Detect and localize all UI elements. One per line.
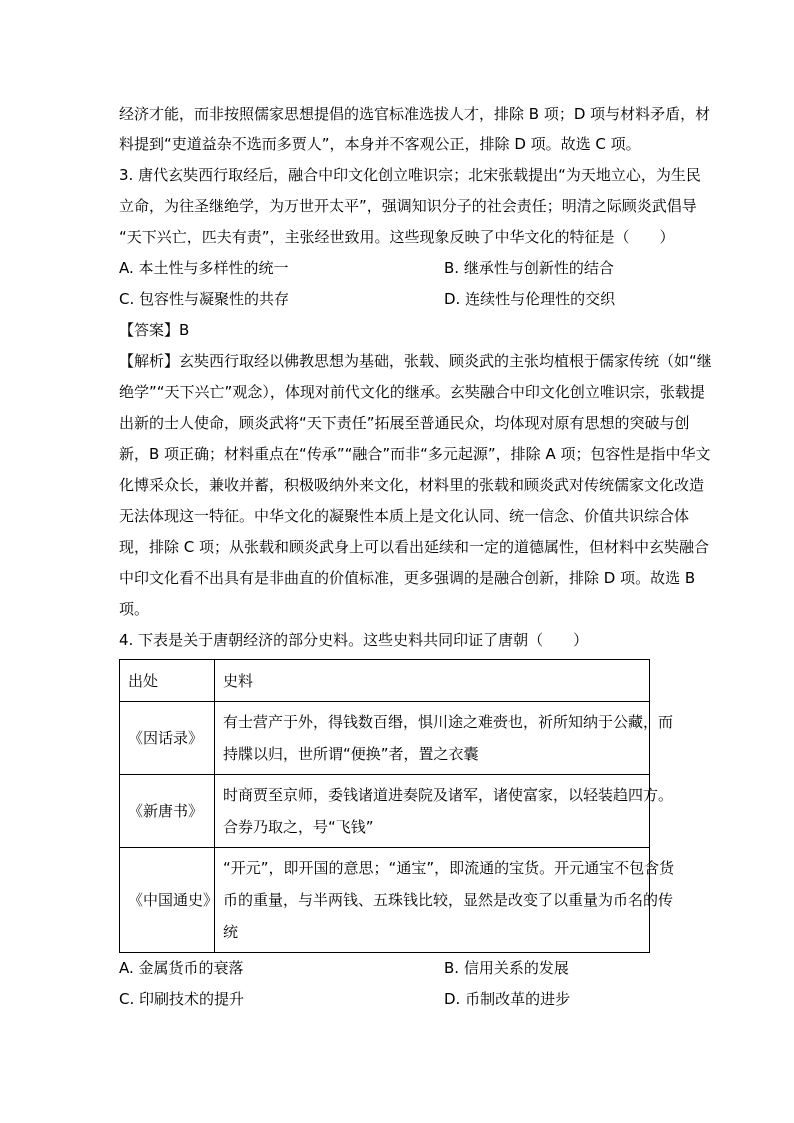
table-header-row — [120, 660, 650, 702]
analysis-line: 现，排除 C 项；从张载和顾炎武身上可以看出延续和一定的道德属性，但材料中玄奘融合 — [119, 538, 710, 556]
analysis-line: 绝学”“天下兴亡”观念），体现对前代文化的继承。玄奘融合中印文化创立唯识宗，张载提 — [119, 383, 705, 401]
q4-option-b: B. 信用关系的发展 — [444, 959, 569, 977]
table-header-material: 史料 — [215, 660, 650, 702]
material-line: 持牒以归，世所谓“便换”者，置之衣囊 — [223, 745, 479, 763]
table-cell-material — [215, 702, 674, 775]
table-cell-source: 《新唐书》 — [120, 775, 215, 848]
text-line: 经济才能，而非按照儒家思想提倡的选官标准选拔人才，排除 B 项；D 项与材料矛盾，材 — [119, 105, 711, 123]
analysis-line: 无法体现这一特征。中华文化的凝聚性本质上是文化认同、统一信念、价值共识综合体 — [119, 507, 690, 525]
question-3-stem-line: 3. 唐代玄奘西行取经后，融合中印文化创立唯识宗；北宋张载提出“为天地立心，为生民 — [119, 166, 701, 184]
q4-option-a: A. 金属货币的衰落 — [119, 959, 244, 977]
analysis-text: 玄奘西行取经以佛教思想为基础，张载、顾炎武的主张均植根于儒家传统（如“继 — [179, 352, 712, 370]
q4-option-d: D. 币制改革的进步 — [444, 990, 571, 1008]
analysis-line-first — [119, 351, 712, 371]
text-line: 料提到“吏道益杂不选而多贾人”，本身并不客观公正，排除 D 项。故选 C 项。 — [119, 135, 641, 153]
analysis-line: 化博采众长，兼收并蓄，积极吸纳外来文化，材料里的张载和顾炎武对传统儒家文化改造 — [119, 476, 705, 494]
table-cell-material — [215, 775, 674, 848]
table-cell-source: 《中国通史》 — [120, 848, 215, 953]
answer-line: 【答案】B — [119, 321, 190, 339]
material-line: 时商贾至京师，委钱诸道进奏院及诸军，诸使富家，以轻装趋四方。 — [223, 786, 674, 804]
table-header-source: 出处 — [120, 660, 215, 702]
material-line: “开元”，即开国的意思；“通宝”，即流通的宝货。开元通宝不包含货 — [223, 859, 675, 877]
analysis-line: 中印文化看不出具有是非曲直的价值标准，更多强调的是融合创新，排除 D 项。故选 B — [119, 569, 696, 587]
q3-option-c: C. 包容性与凝聚性的共存 — [119, 290, 290, 308]
table-row — [120, 848, 650, 953]
q3-option-b: B. 继承性与创新性的结合 — [444, 259, 614, 277]
q3-option-d: D. 连续性与伦理性的交织 — [444, 290, 616, 308]
question-4-stem: 4. 下表是关于唐朝经济的部分史料。这些史料共同印证了唐朝（ ） — [119, 631, 589, 649]
analysis-line: 新，B 项正确；材料重点在“传承”“融合”而非“多元起源”，排除 A 项；包容性是指中华文 — [119, 445, 711, 463]
table-cell-source: 《因话录》 — [120, 702, 215, 775]
material-line: 币的重量，与半两钱、五珠钱比较，显然是改变了以重量为币名的传 — [223, 891, 674, 909]
analysis-label: 【解析】 — [119, 352, 180, 370]
q4-option-c: C. 印刷技术的提升 — [119, 990, 245, 1008]
material-line: 合券乃取之，号“飞钱” — [223, 818, 374, 836]
source-table — [119, 659, 675, 953]
material-line: 统 — [223, 923, 239, 941]
question-3-stem-line: “天下兴亡，匹夫有责”，主张经世致用。这些现象反映了中华文化的特征是（ ） — [119, 228, 675, 246]
analysis-line: 出新的士人使命，顾炎武将“天下责任”拓展至普通民众，均体现对原有思想的突破与创 — [119, 414, 690, 432]
question-3-stem-line: 立命，为往圣继绝学，为万世开太平”，强调知识分子的社会责任；明清之际顾炎武倡导 — [119, 197, 697, 215]
analysis-line: 项。 — [119, 600, 150, 618]
q3-option-a: A. 本土性与多样性的统一 — [119, 259, 289, 277]
table-cell-material — [215, 848, 675, 953]
table-row — [120, 702, 650, 775]
material-line: 有士营产于外，得钱数百缗，惧川途之难赍也，祈所知纳于公藏，而 — [223, 713, 674, 731]
table-row — [120, 775, 650, 848]
